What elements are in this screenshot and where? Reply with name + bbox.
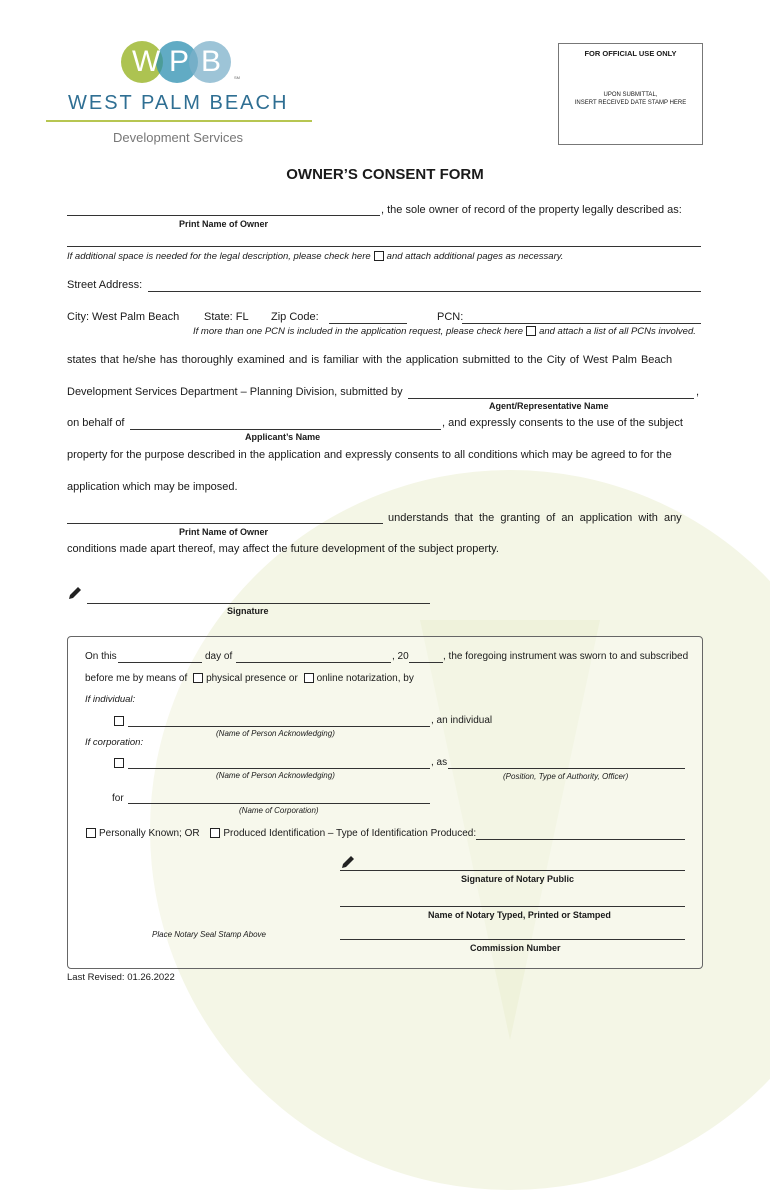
- pen-icon: [340, 854, 356, 870]
- logo-rule: [46, 120, 312, 122]
- notary-seal-note: Place Notary Seal Stamp Above: [152, 930, 266, 939]
- zip-code-label: Zip Code:: [271, 311, 319, 323]
- corporation-checkbox[interactable]: [114, 758, 124, 768]
- personally-known-label: Personally Known; OR: [99, 828, 200, 839]
- signature-label: Signature: [227, 606, 269, 616]
- position-field[interactable]: [448, 768, 685, 769]
- online-notarization-checkbox[interactable]: [304, 673, 314, 683]
- if-corporation-label: If corporation:: [85, 737, 144, 748]
- notary-signature-field[interactable]: [340, 870, 685, 871]
- state-label: State: FL: [204, 311, 249, 323]
- city-label: City: West Palm Beach: [67, 311, 180, 323]
- agent-name-field[interactable]: [408, 398, 694, 399]
- official-use-line1: UPON SUBMITTAL,: [603, 92, 658, 98]
- owner-line-text: , the sole owner of record of the property legally described as:: [381, 204, 682, 216]
- pcn-note: [193, 326, 696, 337]
- notary-day-of: day of: [205, 651, 233, 662]
- produced-id-checkbox[interactable]: [210, 828, 220, 838]
- online-notarization-label: online notarization, by: [316, 673, 414, 684]
- physical-presence-label: physical presence or: [206, 673, 298, 684]
- name-corp-caption: (Name of Corporation): [239, 806, 319, 815]
- pcn-label: PCN:: [437, 311, 464, 323]
- agent-comma: ,: [696, 386, 700, 398]
- notary-sworn-text: , the foregoing instrument was sworn to and subscribed: [443, 651, 689, 662]
- commission-number-field[interactable]: [340, 939, 685, 940]
- an-individual-text: , an individual: [431, 715, 493, 726]
- logo-dept-name: Development Services: [113, 130, 244, 145]
- conditions-text: conditions made apart thereof, may affect the future development of the subject property.: [67, 543, 499, 555]
- physical-presence-checkbox[interactable]: [193, 673, 203, 683]
- applicant-name-label: Applicant’s Name: [245, 432, 321, 442]
- print-name-owner-label-2: Print Name of Owner: [179, 527, 269, 537]
- for-label: for: [112, 793, 124, 804]
- commission-number-label: Commission Number: [470, 943, 561, 953]
- logo-letter-p: P: [169, 45, 190, 78]
- zip-code-field[interactable]: [329, 323, 407, 324]
- notary-signature-label: Signature of Notary Public: [461, 874, 575, 884]
- additional-space-text-b: and attach additional pages as necessary.: [386, 251, 564, 262]
- individual-name-field[interactable]: [128, 726, 430, 727]
- official-use-line2: INSERT RECEIVED DATE STAMP HERE: [574, 100, 687, 106]
- multiple-pcn-checkbox[interactable]: [526, 326, 536, 336]
- understands-text: understands that the granting of an application with any: [388, 512, 682, 524]
- notary-month-field[interactable]: [236, 662, 391, 663]
- logo-letter-w: W: [132, 45, 161, 78]
- notary-day-field[interactable]: [118, 662, 202, 663]
- notary-year-field[interactable]: [409, 662, 443, 663]
- if-individual-label: If individual:: [85, 694, 136, 705]
- owner-signature-field[interactable]: [87, 603, 430, 604]
- official-use-heading: FOR OFFICIAL USE ONLY: [584, 49, 677, 58]
- owner-name-field[interactable]: [67, 215, 380, 216]
- agent-name-label: Agent/Representative Name: [489, 401, 609, 411]
- pcn-field[interactable]: [462, 323, 701, 324]
- notary-year-prefix: , 20: [392, 651, 409, 662]
- paragraph-states: states that he/she has thoroughly examined and is familiar with the application submitted to the City of West Palm Beach: [67, 354, 673, 366]
- produced-id-label: Produced Identification – Type of Identification Produced:: [223, 828, 477, 839]
- pen-icon: [67, 585, 83, 601]
- last-revised: Last Revised: 01.26.2022: [67, 972, 175, 983]
- corporation-name-field[interactable]: [128, 803, 430, 804]
- id-type-field[interactable]: [476, 839, 685, 840]
- legal-description-field[interactable]: [67, 246, 701, 247]
- notary-name-field[interactable]: [340, 906, 685, 907]
- paragraph-application: application which may be imposed.: [67, 481, 238, 493]
- owner-name-field-2[interactable]: [67, 523, 383, 524]
- personally-known-checkbox[interactable]: [86, 828, 96, 838]
- pcn-note-text-a: If more than one PCN is included in the application request, please check here: [193, 326, 524, 337]
- pcn-note-text-b: and attach a list of all PCNs involved.: [539, 326, 696, 337]
- print-name-owner-label: Print Name of Owner: [179, 219, 269, 229]
- official-use-box: [558, 43, 703, 145]
- paragraph-dept: Development Services Department – Planning Division, submitted by: [67, 386, 403, 398]
- as-text: , as: [431, 757, 448, 768]
- notary-means-row: [85, 673, 414, 684]
- notary-name-label: Name of Notary Typed, Printed or Stamped: [428, 910, 611, 920]
- name-person-caption: (Name of Person Acknowledging): [216, 729, 335, 738]
- street-address-field[interactable]: [148, 291, 701, 292]
- street-address-label: Street Address:: [67, 279, 143, 291]
- name-person-caption-2: (Name of Person Acknowledging): [216, 771, 335, 780]
- official-use-instruction: [559, 91, 702, 107]
- additional-space-note: [67, 251, 563, 262]
- individual-checkbox[interactable]: [114, 716, 124, 726]
- logo-letter-b: B: [201, 45, 222, 78]
- logo-sm-mark: SM: [234, 75, 240, 80]
- identification-row: [83, 828, 476, 839]
- additional-pages-checkbox[interactable]: [374, 251, 384, 261]
- notary-on-this: On this: [85, 651, 117, 662]
- logo-city-name: WEST PALM BEACH: [68, 92, 289, 114]
- position-caption: (Position, Type of Authority, Officer): [503, 772, 629, 781]
- paragraph-property: property for the purpose described in the application and expressly consents to all conditions which may be agreed to for the: [67, 449, 672, 461]
- expressly-text: , and expressly consents to the use of the subject: [442, 417, 683, 429]
- corp-person-name-field[interactable]: [128, 768, 430, 769]
- form-title: OWNER’S CONSENT FORM: [286, 166, 484, 183]
- notary-before-me: before me by means of: [85, 673, 188, 684]
- on-behalf-label: on behalf of: [67, 417, 125, 429]
- applicant-name-field[interactable]: [130, 429, 441, 430]
- additional-space-text-a: If additional space is needed for the legal description, please check here: [67, 251, 371, 262]
